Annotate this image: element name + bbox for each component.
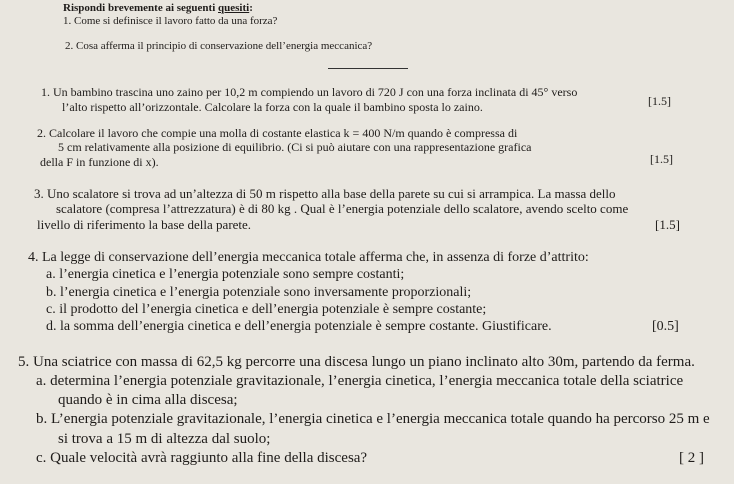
problem-2-line-2: 5 cm relativamente alla posizione di equilibrio. (Ci si può aiutare con una rappresentazione grafica <box>58 140 532 154</box>
instruction-header <box>63 3 253 14</box>
problem-3-score: [1.5] <box>655 217 680 232</box>
answer-line <box>328 68 408 69</box>
problem-5-score: [ 2 ] <box>679 450 704 466</box>
problem-4-option-d: d. la somma dell’energia cinetica e dell’energia potenziale è sempre costante. Giustificare. <box>46 319 552 334</box>
instruction-colon: : <box>249 2 253 14</box>
problem-2-line-3: della F in funzione di x). <box>40 155 159 169</box>
problem-4-option-a: a. l’energia cinetica e l’energia potenziale sono sempre costanti; <box>46 267 405 282</box>
problem-4-option-c: c. il prodotto del l’energia cinetica e dell’energia potenziale è sempre costante; <box>46 302 487 317</box>
problem-4-stem: 4. La legge di conservazione dell’energia meccanica totale afferma che, in assenza di forze d’attrito: <box>28 250 589 265</box>
problem-1-line-1: 1. Un bambino trascina uno zaino per 10,2 m compiendo un lavoro di 720 J con una forza inclinata di 45° verso <box>41 85 578 99</box>
problem-5-b-line-2: si trova a 15 m di altezza dal suolo; <box>58 431 271 447</box>
problem-5-a-line-1: a. determina l’energia potenziale gravitazionale, l’energia cinetica, l’energia meccanica totale della sciatrice <box>36 373 684 389</box>
quesito-2: 2. Cosa afferma il principio di conservazione dell’energia meccanica? <box>65 40 373 52</box>
quesito-1: 1. Come si definisce il lavoro fatto da una forza? <box>63 15 278 27</box>
problem-3-line-2: scalatore (compresa l’attrezzatura) è di 80 kg . Qual è l’energia potenziale dello scalatore, avendo scelto come <box>56 201 629 216</box>
problem-4-option-b: b. l’energia cinetica e l’energia potenziale sono inversamente proporzionali; <box>46 285 472 300</box>
instruction-text: Rispondi brevemente ai seguenti <box>63 2 219 14</box>
problem-4-score: [0.5] <box>652 319 679 334</box>
problem-5-stem: 5. Una sciatrice con massa di 62,5 kg percorre una discesa lungo un piano inclinato alto 30m, partendo da ferma. <box>18 354 695 370</box>
problem-1-score: [1.5] <box>648 94 671 108</box>
problem-5-b-line-1: b. L’energia potenziale gravitazionale, l’energia cinetica e l’energia meccanica totale quando ha percorso 25 m e <box>36 411 710 427</box>
problem-1-line-2: l’alto rispetto all’orizzontale. Calcolare la forza con la quale il bambino sposta lo zaino. <box>62 100 483 114</box>
problem-5-c-line-1: c. Quale velocità avrà raggiunto alla fine della discesa? <box>36 450 368 466</box>
problem-2-score: [1.5] <box>650 152 673 166</box>
problem-3-line-3: livello di riferimento la base della parete. <box>37 217 252 232</box>
problem-3-line-1: 3. Uno scalatore si trova ad un’altezza di 50 m rispetto alla base della parete su cui si arrampica. La massa dello <box>34 186 616 201</box>
problem-5-a-line-2: quando è in cima alla discesa; <box>58 392 238 408</box>
instruction-underlined: quesiti <box>218 2 250 14</box>
problem-2-line-1: 2. Calcolare il lavoro che compie una molla di costante elastica k = 400 N/m quando è compressa di <box>37 126 518 140</box>
